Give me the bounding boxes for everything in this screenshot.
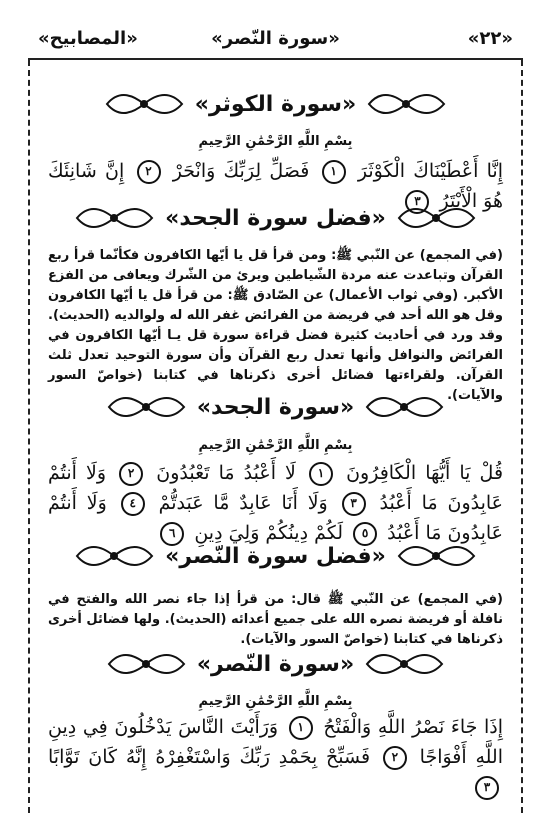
- verse-text: وَرَأَيْتَ النَّاسَ يَدْخُلُونَ فِي دِينِ اللَّهِ أَفْوَاجًا: [48, 716, 503, 768]
- section-heading-juhd: [0, 385, 551, 429]
- verse-text: فَسَبِّحْ بِحَمْدِ رَبِّكَ وَاسْتَغْفِرْهُ إِنَّهُ كَانَ تَوَّابًا: [48, 746, 371, 768]
- verse-number: ١: [322, 160, 346, 184]
- ornament-icon: [362, 387, 447, 427]
- ornament-icon: [104, 387, 189, 427]
- book-title: «المصابيح»: [38, 28, 138, 49]
- ornament-icon: [364, 84, 449, 124]
- ornament-icon: [394, 198, 479, 238]
- section-heading-nasr: [0, 642, 551, 686]
- verse-text: قُلْ يَا أَيُّهَا الْكَافِرُونَ: [346, 462, 504, 484]
- basmala: بِسْمِ اللَّهِ الرَّحْمَٰنِ الرَّحِيمِ: [198, 438, 353, 453]
- ornament-icon: [102, 84, 187, 124]
- ornament-icon: [72, 198, 157, 238]
- verse-number: ١: [289, 716, 313, 740]
- ornament-icon: [394, 536, 479, 576]
- page-number: «٢٢»: [467, 28, 513, 49]
- chapter-title: «سورة النّصر»: [211, 28, 340, 49]
- verse-block: [48, 712, 503, 802]
- basmala: بِسْمِ اللَّهِ الرَّحْمَٰنِ الرَّحِيمِ: [198, 694, 353, 709]
- verse-number: ١: [309, 462, 333, 486]
- virtue-paragraph: (في المجمع) عن النّبي ﷺ: ومن قرأ قل يا أيّها الكافرون فكأنّما قرأ ربع القرآن وتباعدت عنه مردة الشّياطين ويرئ من الشّرك ويعافى من الفزع الأكبر. (وفي ثواب الأعمال) عن الصّادق ﷺ: من قرأ قل يا أيّها الكافرون وقل هو الله أحد في فريضة من الفرائض غفر الله له ولوالديه (الحديث). وقد ورد في أحاديث كثيرة فضل قراءة سورة قل يـا أيّها الكافرون في الفرائض والنوافل وأنها تعدل ربع القرآن وأن سورة التوحيد تعدل ثلث القرآن. ولقراءتها فضائل أخرى ذكرناها في كتابنا (خواصّ السور والآيات).: [48, 248, 503, 403]
- verse-text: لَا أَعْبُدُ مَا تَعْبُدُونَ: [156, 462, 296, 484]
- verse-text: فَصَلِّ لِرَبِّكَ وَانْحَرْ: [172, 160, 310, 182]
- verse-number: ٢: [137, 160, 161, 184]
- ornament-icon: [104, 644, 189, 684]
- verse-text: إِنَّا أَعْطَيْنَاكَ الْكَوْثَرَ: [357, 160, 504, 182]
- section-heading-kawthar: [0, 82, 551, 126]
- verse-text: وَلَا أَنتُمْ عَابِدُونَ مَا أَعْبُدُ: [48, 492, 503, 544]
- verse-text: إِذَا جَاءَ نَصْرُ اللَّهِ وَالْفَتْحُ: [323, 716, 504, 738]
- verse-number: ٣: [405, 190, 429, 214]
- ornament-icon: [362, 644, 447, 684]
- verse-text: إِنَّ شَانِئَكَ هُوَ الْأَبْتَرُ: [48, 160, 503, 212]
- section-title: «سورة الجحد»: [196, 394, 355, 420]
- verse-text: وَلَا أَنتُمْ عَابِدُونَ مَا أَعْبُدُ: [48, 462, 504, 514]
- section-title: «فضل سورة الجحد»: [165, 205, 386, 231]
- verse-text: لَكُمْ دِينُكُمْ وَلِيَ دِينِ: [194, 522, 344, 544]
- verse-number: ٣: [342, 492, 366, 516]
- section-title: «فضل سورة النّصر»: [165, 543, 386, 569]
- verse-number: ٤: [121, 492, 145, 516]
- section-title: «سورة الكوثر»: [194, 91, 357, 117]
- verse-number: ٣: [475, 776, 499, 800]
- verse-number: ٦: [160, 522, 184, 546]
- verse-text: وَلَا أَنَا عَابِدٌ مَّا عَبَدتُّمْ: [158, 492, 328, 514]
- ornament-icon: [72, 536, 157, 576]
- verse-number: ٥: [353, 522, 377, 546]
- verse-number: ٢: [119, 462, 143, 486]
- verse-number: ٢: [383, 746, 407, 770]
- section-heading-juhd-virtue: [0, 196, 551, 240]
- section-heading-nasr-virtue: [0, 534, 551, 578]
- virtue-paragraph: (في المجمع) عن النّبي ﷺ قال: من قرأ إذا جاء نصر الله والفتح في نافلة أو فريضة نصره الله على جميع أعدائه (الحديث). ولها فضائل أخرى ذكرناها في كتابنا (خواصّ السور والآيات).: [48, 592, 503, 647]
- basmala: بِسْمِ اللَّهِ الرَّحْمَٰنِ الرَّحِيمِ: [198, 134, 353, 149]
- section-title: «سورة النّصر»: [196, 651, 355, 677]
- page-header: [28, 26, 523, 52]
